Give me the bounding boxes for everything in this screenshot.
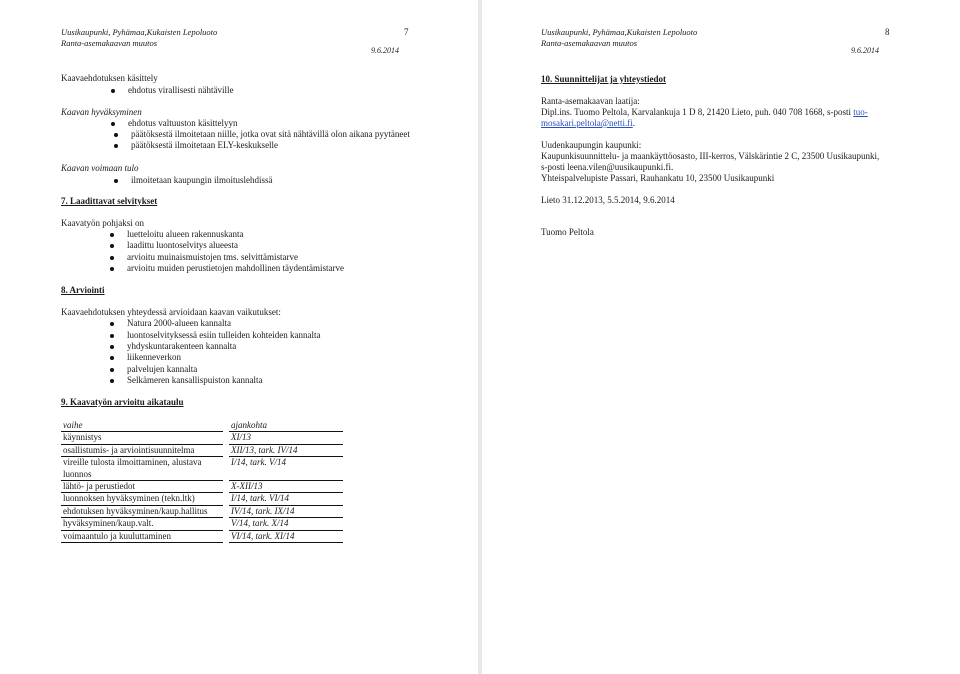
list-item: palvelujen kannalta: [127, 364, 197, 376]
bullet-icon: [114, 144, 118, 148]
list-item: arvioitu muinaismuistojen tms. selvittämistarve: [127, 252, 298, 264]
table-cell: hyväksyminen/kaup.valt.: [61, 518, 226, 530]
list-item: luetteloitu alueen rakennuskanta: [127, 229, 243, 241]
hyvaksyminen-title: Kaavan hyväksyminen: [61, 107, 142, 117]
bullet-icon: [110, 368, 114, 372]
table-row: [61, 457, 343, 481]
table-cell: XII/13, tark. IV/14: [226, 444, 343, 456]
list-item: päätöksestä ilmoitetaan ELY-keskukselle: [131, 140, 278, 152]
bullet-icon: [110, 244, 114, 248]
table-row: [61, 444, 343, 456]
page-number: 8: [885, 27, 890, 37]
kaupunki-address: Kaupunkisuunnittelu- ja maankäyttöosasto, III-kerros, Välskärintie 2 C, 23500 Uusikaupunki,: [541, 151, 880, 161]
header-date: 9.6.2014: [371, 46, 399, 55]
laatija-label: Ranta-asemakaavan laatija:: [541, 96, 640, 106]
table-cell: IV/14, tark. IX/14: [226, 505, 343, 517]
kaupunki-email: s-posti leena.vilen@uusikaupunki.fi.: [541, 162, 674, 172]
selvitykset-intro: Kaavatyön pohjaksi on: [61, 218, 144, 228]
bullet-icon: [114, 133, 118, 137]
table-row: [61, 493, 343, 505]
list-item: Selkämeren kansallispuiston kannalta: [127, 375, 262, 387]
signature-name: Tuomo Peltola: [541, 227, 594, 237]
bullet-icon: [111, 89, 115, 93]
bullet-icon: [110, 334, 114, 338]
table-cell: I/14, tark. VI/14: [226, 493, 343, 505]
bullet-icon: [110, 379, 114, 383]
laatija-contact: Dipl.ins. Tuomo Peltola, Karvalankuja 1 D 8, 21420 Lieto, puh. 040 708 1668, s-posti tuo-: [541, 107, 868, 117]
document-page-8: [482, 0, 960, 674]
header-line-2: Ranta-asemakaavan muutos: [61, 38, 158, 48]
page-header-title: [541, 27, 697, 49]
voimaan-title: Kaavan voimaan tulo: [61, 163, 139, 173]
column-header-time: ajankohta: [226, 420, 343, 432]
header-line-1: Uusikaupunki, Pyhämaa,Kukaisten Lepoluoto: [61, 27, 218, 37]
list-item: arvioitu muiden perustietojen mahdollinen täydentämistarve: [127, 263, 344, 275]
bullet-icon: [110, 356, 114, 360]
list-item: liikenneverkon: [127, 352, 181, 364]
table-row: [61, 432, 343, 444]
table-cell: X-XII/13: [226, 481, 343, 493]
section-8-heading: 8. Arviointi: [61, 285, 105, 295]
section-10-heading: 10. Suunnittelijat ja yhteystiedot: [541, 74, 667, 84]
table-cell: XI/13: [226, 432, 343, 444]
list-item: ehdotus valtuuston käsittelyyn: [128, 118, 238, 130]
list-item: ehdotus virallisesti nähtäville: [128, 85, 233, 97]
list-item: yhdyskuntarakenteen kannalta: [127, 341, 236, 353]
section-7-heading: 7. Laadittavat selvitykset: [61, 196, 158, 206]
table-cell: luonnoksen hyväksyminen (tekn.ltk): [61, 493, 226, 505]
kaupunki-label: Uudenkaupungin kaupunki:: [541, 140, 642, 150]
place-dates: Lieto 31.12.2013, 5.5.2014, 9.6.2014: [541, 195, 675, 205]
bullet-icon: [110, 322, 114, 326]
table-cell: käynnistys: [61, 432, 226, 444]
bullet-icon: [110, 233, 114, 237]
table-cell: ehdotuksen hyväksyminen/kaup.hallitus: [61, 505, 226, 517]
list-item: Natura 2000-alueen kannalta: [127, 318, 231, 330]
list-item: päätöksestä ilmoitetaan niille, jotka ovat sitä nähtävillä olon aikana pyytäneet: [131, 129, 410, 141]
header-line-1: Uusikaupunki, Pyhämaa,Kukaisten Lepoluoto: [541, 27, 698, 37]
table-cell: osallistumis- ja arviointisuunnitelma: [61, 444, 226, 456]
email-link[interactable]: tuo-: [853, 107, 868, 117]
email-link-continued[interactable]: mosakari.peltola@netti.fi: [541, 118, 633, 128]
document-page-7: [0, 0, 478, 674]
list-item: laadittu luontoselvitys alueesta: [127, 240, 238, 252]
kaupunki-service-point: Yhteispalvelupiste Passari, Rauhankatu 10, 23500 Uusikaupunki: [541, 173, 775, 183]
bullet-icon: [111, 122, 115, 126]
page-number: 7: [404, 27, 409, 37]
table-cell: voimaantulo ja kuuluttaminen: [61, 530, 226, 542]
laatija-email: mosakari.peltola@netti.fi.: [541, 118, 636, 128]
header-date: 9.6.2014: [851, 46, 879, 55]
table-cell: lähtö- ja perustiedot: [61, 481, 226, 493]
list-item: ilmoitetaan kaupungin ilmoituslehdissä: [131, 175, 272, 187]
schedule-table: [61, 420, 343, 543]
column-header-phase: vaihe: [61, 420, 226, 432]
bullet-icon: [114, 179, 118, 183]
table-row: [61, 481, 343, 493]
page-header-title: [61, 27, 217, 49]
list-item: luontoselvityksessä esiin tulleiden kohteiden kannalta: [127, 330, 320, 342]
table-cell: V/14, tark. X/14: [226, 518, 343, 530]
table-cell: vireille tulosta ilmoittaminen, alustava luonnos: [61, 457, 226, 481]
table-cell: VI/14, tark. XI/14: [226, 530, 343, 542]
bullet-icon: [110, 267, 114, 271]
section-9-heading: 9. Kaavatyön arvioitu aikataulu: [61, 397, 184, 407]
bullet-icon: [110, 256, 114, 260]
table-header-row: [61, 420, 343, 432]
arviointi-intro: Kaavaehdotuksen yhteydessä arvioidaan kaavan vaikutukset:: [61, 307, 281, 317]
table-row: [61, 505, 343, 517]
bullet-icon: [110, 345, 114, 349]
table-cell: I/14, tark. V/14: [226, 457, 343, 481]
table-row: [61, 518, 343, 530]
kasittely-title: Kaavaehdotuksen käsittely: [61, 73, 158, 83]
table-row: [61, 530, 343, 542]
header-line-2: Ranta-asemakaavan muutos: [541, 38, 638, 48]
